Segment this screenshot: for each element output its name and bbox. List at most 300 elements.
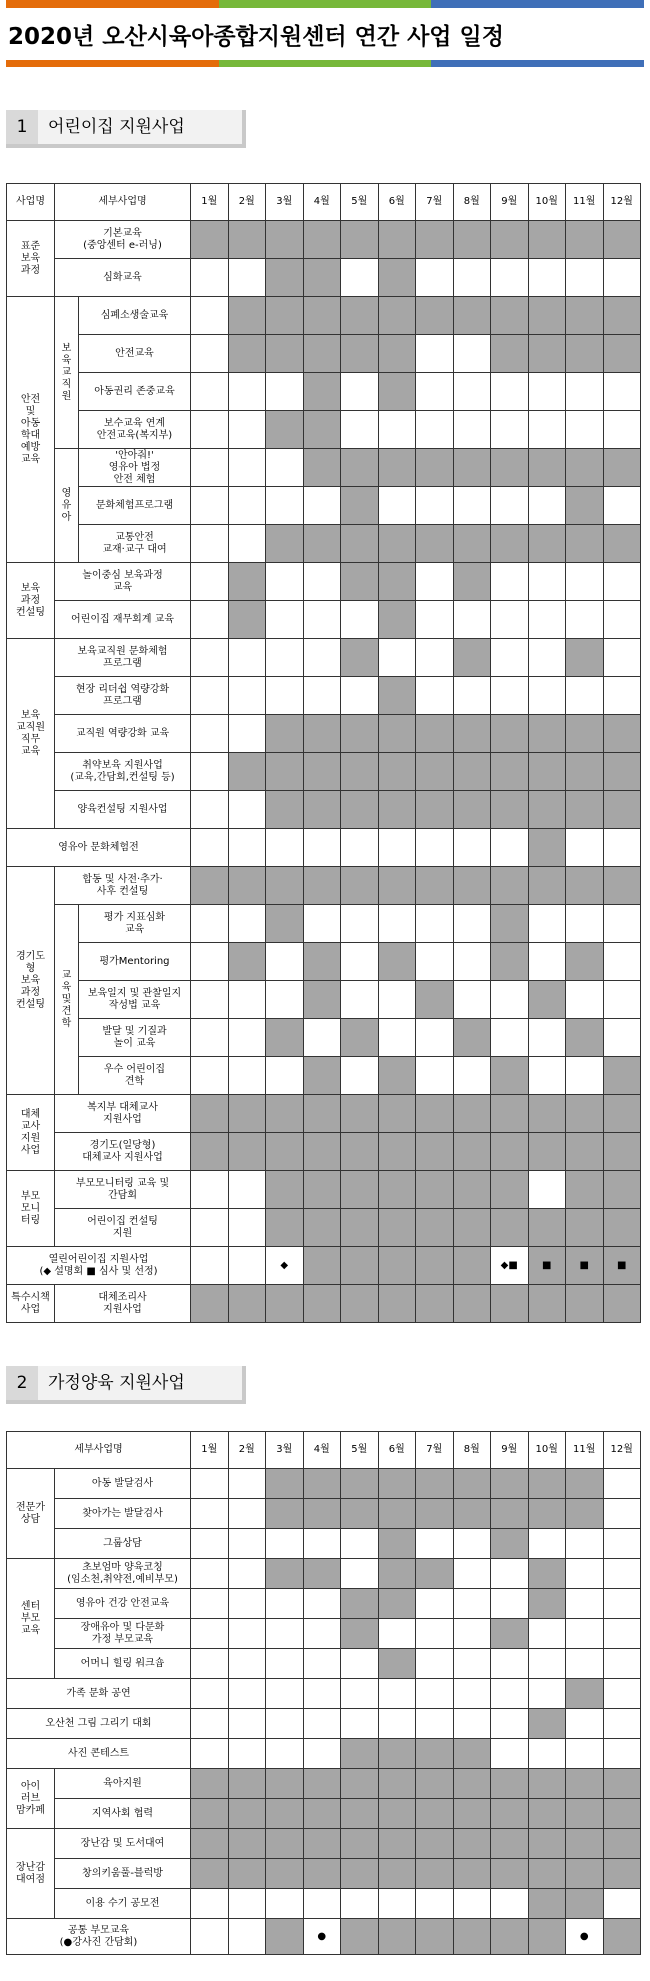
month-cell (491, 829, 529, 867)
month-cell (228, 1919, 266, 1955)
month-cell (491, 1889, 529, 1919)
month-cell (191, 1133, 229, 1171)
detail-name: 평가Mentoring (79, 943, 191, 981)
month-cell (228, 1649, 266, 1679)
detail-name: '안아줘!' 영유아 법정 안전 체험 (79, 449, 191, 487)
month-cell (228, 221, 266, 259)
month-cell (491, 1469, 529, 1499)
month-cell (266, 829, 304, 867)
month-cell (191, 943, 229, 981)
month-cell (566, 1829, 604, 1859)
month-cell (491, 449, 529, 487)
schedule-row (7, 411, 641, 449)
month-cell (341, 981, 379, 1019)
schedule-row (7, 1709, 641, 1739)
month-cell (378, 335, 416, 373)
month-cell (528, 867, 566, 905)
detail-name: 보육일지 및 관찰일지 작성법 교육 (79, 981, 191, 1019)
month-header: 6월 (378, 1432, 416, 1469)
month-cell (603, 1829, 641, 1859)
month-cell (566, 411, 604, 449)
month-cell (528, 601, 566, 639)
month-cell (303, 1739, 341, 1769)
month-cell (416, 1019, 454, 1057)
month-cell (603, 829, 641, 867)
program-group: 아이 러브 맘카페 (7, 1769, 55, 1829)
month-cell (303, 1469, 341, 1499)
detail-name: 아동 발달검사 (55, 1469, 191, 1499)
month-cell (453, 1589, 491, 1619)
month-cell (416, 563, 454, 601)
month-cell (453, 221, 491, 259)
month-cell (266, 1057, 304, 1095)
month-cell (303, 1133, 341, 1171)
month-cell (378, 1919, 416, 1955)
schedule-row (7, 373, 641, 411)
month-cell (341, 449, 379, 487)
month-cell (416, 867, 454, 905)
month-cell (416, 639, 454, 677)
column-header-detail: 세부사업명 (55, 184, 191, 221)
month-cell (266, 1799, 304, 1829)
month-cell (191, 1499, 229, 1529)
month-cell (303, 791, 341, 829)
month-cell (566, 867, 604, 905)
month-cell (228, 1859, 266, 1889)
month-cell (191, 1889, 229, 1919)
month-cell (453, 1709, 491, 1739)
program-name: 열린어린이집 지원사업 (◆ 설명회 ■ 심사 및 선정) (7, 1247, 191, 1285)
month-cell (603, 1619, 641, 1649)
month-cell (491, 867, 529, 905)
detail-name: 영유아 건강 안전교육 (55, 1589, 191, 1619)
month-cell (341, 715, 379, 753)
month-cell (528, 335, 566, 373)
detail-name: 어머니 힐링 워크숍 (55, 1649, 191, 1679)
month-cell (416, 1529, 454, 1559)
month-cell (416, 601, 454, 639)
month-cell (453, 259, 491, 297)
month-cell (453, 1019, 491, 1057)
month-cell (603, 1739, 641, 1769)
month-cell (416, 487, 454, 525)
month-cell (266, 601, 304, 639)
month-cell (528, 297, 566, 335)
month-cell (453, 1133, 491, 1171)
month-cell (453, 1209, 491, 1247)
month-cell (566, 943, 604, 981)
month-cell (453, 905, 491, 943)
detail-name: 교직원 역량강화 교육 (55, 715, 191, 753)
month-cell (491, 753, 529, 791)
detail-name: 대체조리사 지원사업 (55, 1285, 191, 1323)
month-cell (416, 1559, 454, 1589)
schedule-mark: ● (317, 1930, 327, 1942)
month-cell (566, 981, 604, 1019)
month-cell (603, 1589, 641, 1619)
month-cell (528, 525, 566, 563)
month-cell (303, 1559, 341, 1589)
month-cell (341, 335, 379, 373)
month-cell (453, 1559, 491, 1589)
month-cell (491, 221, 529, 259)
month-cell (228, 1709, 266, 1739)
month-cell (603, 1057, 641, 1095)
month-cell (378, 525, 416, 563)
month-cell (566, 677, 604, 715)
month-cell (453, 1095, 491, 1133)
month-cell (416, 259, 454, 297)
schedule-row (7, 1799, 641, 1829)
month-cell (491, 1679, 529, 1709)
month-cell (566, 1209, 604, 1247)
month-cell (566, 1469, 604, 1499)
month-cell (566, 1799, 604, 1829)
schedule-row (7, 259, 641, 297)
month-cell (528, 1019, 566, 1057)
month-cell (266, 905, 304, 943)
month-cell (378, 1019, 416, 1057)
month-cell (491, 677, 529, 715)
month-cell (566, 1919, 604, 1955)
month-cell (378, 791, 416, 829)
month-cell (341, 1469, 379, 1499)
month-cell (528, 677, 566, 715)
month-header: 1월 (191, 184, 229, 221)
month-cell (341, 1529, 379, 1559)
header-row (7, 1432, 641, 1469)
schedule-row (7, 1769, 641, 1799)
month-cell (528, 1619, 566, 1649)
month-cell (191, 1919, 229, 1955)
month-cell (528, 1739, 566, 1769)
month-cell (266, 259, 304, 297)
month-cell (228, 1499, 266, 1529)
section1-title: 어린이집 지원사업 (48, 117, 185, 137)
month-cell (378, 677, 416, 715)
month-cell (528, 1889, 566, 1919)
month-cell (266, 1649, 304, 1679)
month-cell (453, 867, 491, 905)
month-cell (491, 297, 529, 335)
month-cell (303, 905, 341, 943)
month-cell (303, 1799, 341, 1829)
month-cell (228, 981, 266, 1019)
month-cell (416, 829, 454, 867)
month-cell (491, 1589, 529, 1619)
month-cell (603, 715, 641, 753)
month-cell (303, 487, 341, 525)
month-header: 4월 (303, 1432, 341, 1469)
month-cell (341, 943, 379, 981)
month-cell (491, 1133, 529, 1171)
month-cell (378, 981, 416, 1019)
month-cell (416, 905, 454, 943)
detail-name: 현장 리더쉽 역량강화 프로그램 (55, 677, 191, 715)
schedule-mark: ● (579, 1930, 589, 1942)
month-cell (303, 1709, 341, 1739)
month-cell (603, 449, 641, 487)
month-header: 11월 (566, 1432, 604, 1469)
month-cell (228, 1799, 266, 1829)
month-cell (416, 1919, 454, 1955)
month-cell (191, 563, 229, 601)
month-cell (528, 1469, 566, 1499)
month-cell (303, 753, 341, 791)
month-cell (453, 1799, 491, 1829)
detail-name: 양육컨설팅 지원사업 (55, 791, 191, 829)
month-cell (603, 1469, 641, 1499)
schedule-mark: ◆■ (500, 1259, 518, 1271)
month-cell (303, 525, 341, 563)
month-cell (603, 1649, 641, 1679)
month-cell (303, 1171, 341, 1209)
schedule-row (7, 221, 641, 259)
detail-name: 가족 문화 공연 (7, 1679, 191, 1709)
month-cell (491, 1529, 529, 1559)
month-cell (378, 259, 416, 297)
schedule-row (7, 1285, 641, 1323)
month-cell (303, 981, 341, 1019)
month-cell (341, 677, 379, 715)
detail-name: 심폐소생술교육 (79, 297, 191, 335)
month-cell (528, 1095, 566, 1133)
month-cell (566, 1769, 604, 1799)
month-cell (303, 221, 341, 259)
month-cell (341, 411, 379, 449)
month-cell (266, 867, 304, 905)
month-cell (416, 1709, 454, 1739)
detail-name: 부모모니터링 교육 및 간담회 (55, 1171, 191, 1209)
month-cell (266, 1285, 304, 1323)
month-cell (266, 1739, 304, 1769)
detail-name: 합동 및 사전·추가· 사후 컨설팅 (55, 867, 191, 905)
month-cell (341, 1619, 379, 1649)
month-cell (228, 1589, 266, 1619)
month-cell (191, 1679, 229, 1709)
month-cell (528, 373, 566, 411)
month-cell (528, 715, 566, 753)
month-cell (341, 487, 379, 525)
month-cell (191, 601, 229, 639)
program-subgroup: 교 육 및 견 학 (55, 905, 79, 1095)
month-cell (341, 1019, 379, 1057)
month-cell (303, 639, 341, 677)
month-cell (228, 259, 266, 297)
month-cell (528, 1133, 566, 1171)
month-cell (603, 1529, 641, 1559)
month-cell (228, 829, 266, 867)
month-cell (341, 1769, 379, 1799)
month-cell (191, 1171, 229, 1209)
month-cell (378, 1133, 416, 1171)
month-cell (266, 1133, 304, 1171)
month-header: 8월 (453, 1432, 491, 1469)
month-cell (341, 791, 379, 829)
month-cell (491, 1285, 529, 1323)
month-cell (566, 1019, 604, 1057)
month-cell (416, 943, 454, 981)
month-cell (341, 1739, 379, 1769)
month-cell (491, 1209, 529, 1247)
month-cell (603, 867, 641, 905)
detail-name: 그룹상담 (55, 1529, 191, 1559)
detail-name: 초보엄마 양육코칭 (임소천,취약전,예비부모) (55, 1559, 191, 1589)
month-header: 12월 (603, 1432, 641, 1469)
month-cell (228, 525, 266, 563)
month-cell (303, 1859, 341, 1889)
detail-name: 장애유아 및 다문화 가정 부모교육 (55, 1619, 191, 1649)
month-cell (528, 1529, 566, 1559)
month-cell (303, 1499, 341, 1529)
month-cell (378, 1057, 416, 1095)
month-cell (191, 829, 229, 867)
month-cell (416, 1769, 454, 1799)
schedule-row (7, 1919, 641, 1955)
month-cell (566, 335, 604, 373)
schedule-row (7, 1739, 641, 1769)
month-cell (341, 1559, 379, 1589)
month-cell (566, 221, 604, 259)
month-cell (266, 639, 304, 677)
program-group: 경기도 형 보육 과정 컨설팅 (7, 867, 55, 1095)
month-header: 7월 (416, 1432, 454, 1469)
month-cell (228, 677, 266, 715)
bar-green (219, 0, 432, 8)
month-cell (303, 1057, 341, 1095)
section1-number: 1 (6, 110, 38, 144)
month-cell (378, 487, 416, 525)
month-cell (303, 1209, 341, 1247)
month-cell (566, 1679, 604, 1709)
month-header: 5월 (341, 1432, 379, 1469)
month-cell (266, 1589, 304, 1619)
month-cell (528, 1679, 566, 1709)
detail-name: 공통 부모교육 (●강사진 간담회) (7, 1919, 191, 1955)
month-cell (603, 1799, 641, 1829)
month-cell (566, 639, 604, 677)
month-cell (191, 639, 229, 677)
month-cell (566, 1559, 604, 1589)
month-cell (228, 335, 266, 373)
month-cell (453, 1679, 491, 1709)
schedule-mark: ■ (542, 1259, 552, 1271)
month-cell (191, 1709, 229, 1739)
month-cell (266, 1889, 304, 1919)
month-cell (341, 563, 379, 601)
schedule-row (7, 943, 641, 981)
month-cell (416, 1209, 454, 1247)
month-cell (341, 1709, 379, 1739)
month-cell (228, 411, 266, 449)
month-cell (228, 1679, 266, 1709)
month-cell (416, 373, 454, 411)
month-header: 8월 (453, 184, 491, 221)
month-cell (603, 601, 641, 639)
month-cell (378, 1589, 416, 1619)
month-cell (378, 753, 416, 791)
month-cell (566, 829, 604, 867)
month-cell (378, 1859, 416, 1889)
month-cell (453, 1649, 491, 1679)
month-cell (228, 1739, 266, 1769)
month-header: 1월 (191, 1432, 229, 1469)
month-cell (491, 639, 529, 677)
month-cell (191, 449, 229, 487)
month-cell (266, 373, 304, 411)
month-cell (191, 1649, 229, 1679)
month-cell (191, 525, 229, 563)
month-cell (566, 601, 604, 639)
schedule-row (7, 449, 641, 487)
month-cell (228, 601, 266, 639)
detail-name: 우수 어린이집 견학 (79, 1057, 191, 1095)
month-cell (303, 411, 341, 449)
month-cell (528, 1859, 566, 1889)
month-cell (453, 1499, 491, 1529)
month-cell (528, 1247, 566, 1285)
schedule-row (7, 1679, 641, 1709)
month-cell (491, 1799, 529, 1829)
month-cell (266, 1919, 304, 1955)
program-subgroup: 영 유 아 (55, 449, 79, 563)
month-cell (491, 1095, 529, 1133)
month-header: 2월 (228, 184, 266, 221)
month-cell (416, 1589, 454, 1619)
month-cell (303, 1829, 341, 1859)
schedule-mark: ■ (617, 1259, 627, 1271)
section2-header (6, 1366, 246, 1404)
month-cell (566, 1057, 604, 1095)
month-cell (603, 1709, 641, 1739)
month-cell (191, 221, 229, 259)
month-cell (453, 943, 491, 981)
month-cell (266, 487, 304, 525)
month-cell (528, 449, 566, 487)
month-cell (191, 1739, 229, 1769)
month-cell (266, 1619, 304, 1649)
month-cell (416, 1171, 454, 1209)
month-cell (303, 449, 341, 487)
month-cell (528, 1559, 566, 1589)
month-cell (491, 411, 529, 449)
month-cell (603, 259, 641, 297)
month-cell (528, 1171, 566, 1209)
month-cell (603, 905, 641, 943)
detail-name: 교통안전 교재·교구 대여 (79, 525, 191, 563)
month-cell (341, 753, 379, 791)
schedule-row (7, 487, 641, 525)
program-group: 전문가 상담 (7, 1469, 55, 1559)
month-cell (566, 1499, 604, 1529)
month-cell (416, 1247, 454, 1285)
month-cell (378, 1469, 416, 1499)
month-cell (303, 829, 341, 867)
month-cell (228, 1247, 266, 1285)
month-cell (416, 1859, 454, 1889)
month-cell (378, 563, 416, 601)
month-cell (603, 1019, 641, 1057)
month-cell (603, 639, 641, 677)
month-cell (341, 1859, 379, 1889)
month-cell (341, 1095, 379, 1133)
month-cell (416, 297, 454, 335)
month-cell (266, 1209, 304, 1247)
month-cell (566, 563, 604, 601)
schedule-row (7, 1649, 641, 1679)
month-cell (453, 601, 491, 639)
month-cell (416, 1095, 454, 1133)
